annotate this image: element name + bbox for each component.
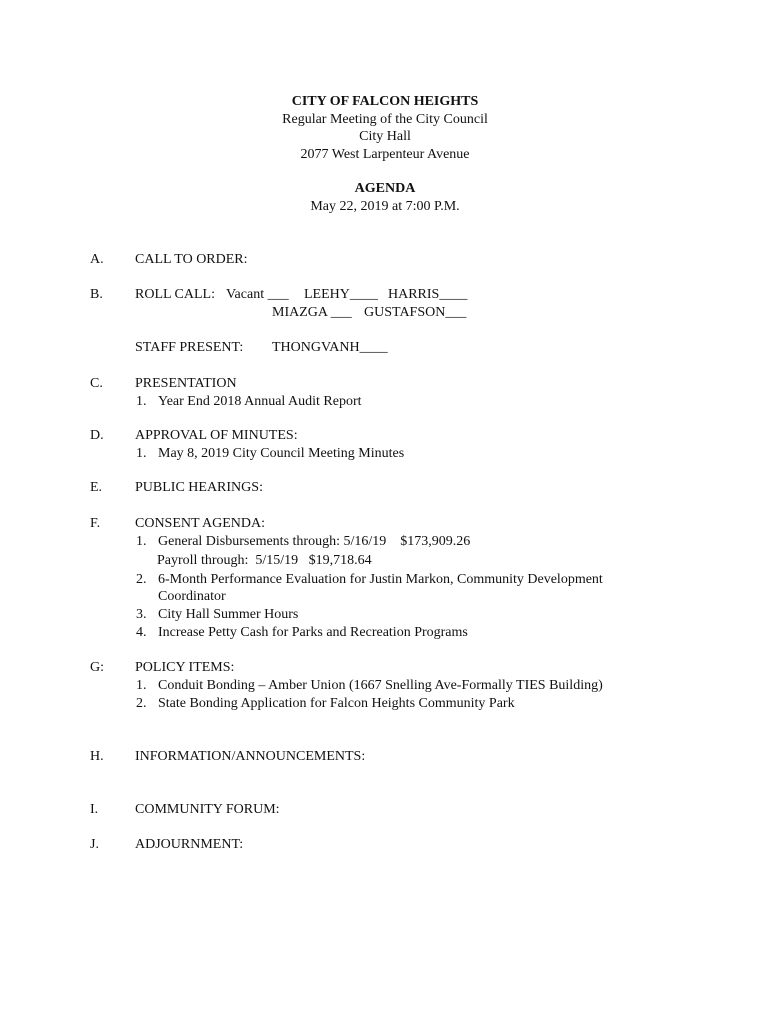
section-title-call-to-order: CALL TO ORDER: (135, 252, 248, 267)
roll-call-gustafson: GUSTAFSON___ (364, 305, 467, 320)
section-letter-j: J. (90, 837, 99, 852)
section-letter-b: B. (90, 287, 103, 302)
list-item: City Hall Summer Hours (158, 607, 299, 622)
agenda-header (0, 180, 770, 215)
section-title-public-hearings: PUBLIC HEARINGS: (135, 480, 263, 495)
list-item: Conduit Bonding – Amber Union (1667 Snelling Ave-Formally TIES Building) (158, 678, 603, 693)
section-title-community-forum: COMMUNITY FORUM: (135, 802, 280, 817)
section-title-consent-agenda: CONSENT AGENDA: (135, 516, 266, 531)
document-header (0, 93, 770, 163)
section-title-roll-call: ROLL CALL: (135, 287, 215, 302)
section-title-information-announcements: INFORMATION/ANNOUNCEMENTS: (135, 749, 366, 764)
meeting-datetime: May 22, 2019 at 7:00 P.M. (310, 198, 460, 214)
staff-present-label: STAFF PRESENT: (135, 340, 244, 355)
staff-present-value: THONGVANH____ (272, 340, 388, 355)
city-name: CITY OF FALCON HEIGHTS (291, 94, 479, 109)
section-letter-f: F. (90, 516, 101, 531)
list-item-number: 1. (136, 678, 147, 693)
list-item-number: 2. (136, 696, 147, 711)
list-item: Increase Petty Cash for Parks and Recreation Programs (158, 625, 468, 640)
list-item-number: 1. (136, 446, 147, 461)
meeting-address: 2077 West Larpenteur Avenue (300, 146, 470, 162)
roll-call-miazga: MIAZGA ___ (272, 305, 352, 320)
list-item: May 8, 2019 City Council Meeting Minutes (158, 446, 405, 461)
section-title-approval-of-minutes: APPROVAL OF MINUTES: (135, 428, 298, 443)
list-item: 6-Month Performance Evaluation for Justin Markon, Community Development (158, 572, 603, 587)
section-letter-d: D. (90, 428, 104, 443)
agenda-title: AGENDA (354, 181, 416, 196)
list-item: State Bonding Application for Falcon Heights Community Park (158, 696, 515, 711)
list-item: General Disbursements through: 5/16/19 $173,909.26 (158, 534, 471, 549)
list-item-continuation: Coordinator (158, 589, 226, 604)
list-item-number: 1. (136, 534, 147, 549)
section-letter-c: C. (90, 376, 103, 391)
section-letter-g: G: (90, 660, 104, 675)
section-letter-h: H. (90, 749, 104, 764)
section-letter-a: A. (90, 252, 104, 267)
list-item-number: 3. (136, 607, 147, 622)
roll-call-harris: HARRIS____ (388, 287, 468, 302)
meeting-location: City Hall (359, 129, 411, 144)
list-item-number: 4. (136, 625, 147, 640)
roll-call-leehy: LEEHY____ (304, 287, 378, 302)
list-item-number: 1. (136, 394, 147, 409)
list-item-number: 2. (136, 572, 147, 587)
section-letter-e: E. (90, 480, 103, 495)
section-title-adjournment: ADJOURNMENT: (135, 837, 244, 852)
section-title-policy-items: POLICY ITEMS: (135, 660, 235, 675)
meeting-type: Regular Meeting of the City Council (282, 111, 488, 127)
roll-call-vacant: Vacant ___ (226, 287, 289, 302)
list-item-continuation: Payroll through: 5/15/19 $19,718.64 (157, 553, 372, 568)
section-letter-i: I. (90, 802, 99, 817)
section-title-presentation: PRESENTATION (135, 376, 237, 391)
list-item: Year End 2018 Annual Audit Report (158, 394, 362, 409)
